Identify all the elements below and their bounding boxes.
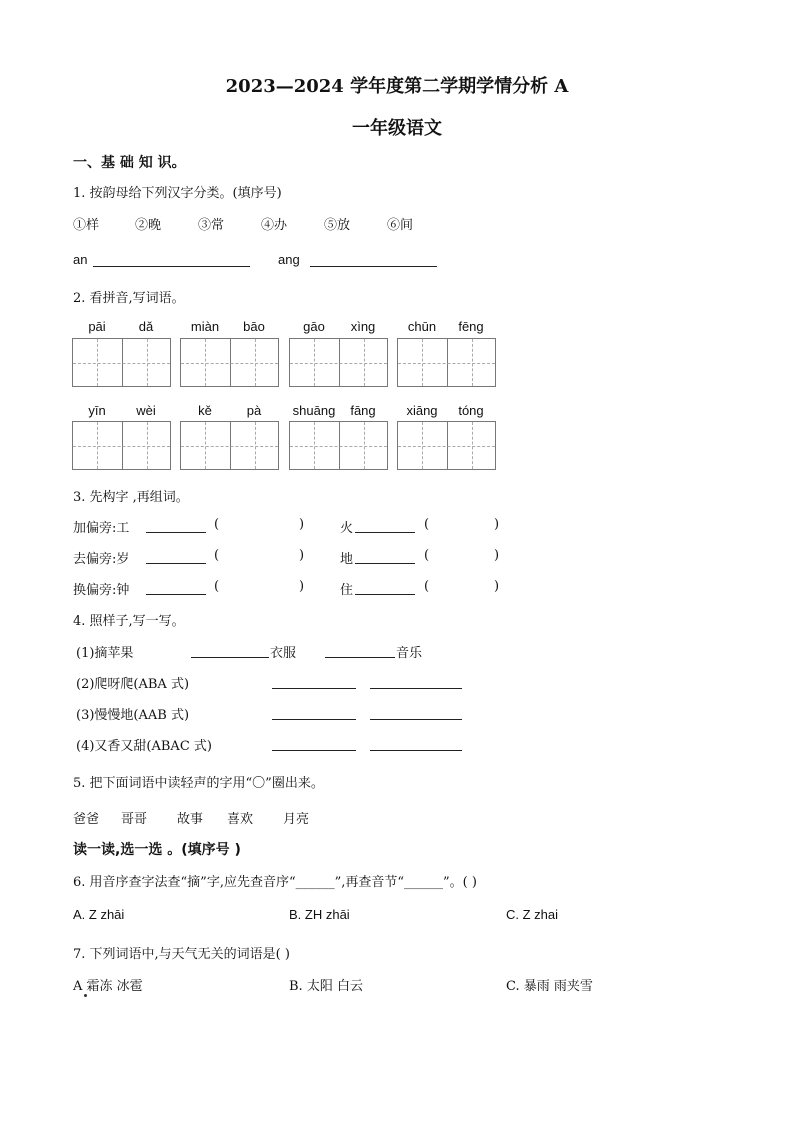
question-2-prompt: 2. 看拼音,写词语。 xyxy=(73,291,185,306)
option-c[interactable]: C. 暴雨 雨夹雪 xyxy=(506,979,593,994)
writing-grid[interactable] xyxy=(72,338,171,387)
pinyin: bāo xyxy=(243,319,265,334)
word[interactable]: 喜欢 xyxy=(227,812,254,827)
writing-grid[interactable] xyxy=(72,421,171,470)
writing-grid[interactable] xyxy=(397,338,496,387)
ang-answer-blank[interactable] xyxy=(310,265,437,267)
paren-close: ) xyxy=(494,517,500,532)
paren-close: ) xyxy=(299,517,305,532)
option-b[interactable]: B. ZH zhāi xyxy=(289,907,350,922)
pinyin: wèi xyxy=(136,403,156,418)
pinyin: dǎ xyxy=(138,319,154,334)
answer-blank[interactable] xyxy=(355,531,415,533)
answer-blank[interactable] xyxy=(146,531,206,533)
option-b[interactable]: B. 太阳 白云 xyxy=(289,979,363,994)
answer-blank[interactable] xyxy=(370,749,462,751)
word[interactable]: 故事 xyxy=(177,812,204,827)
option: ②晚 xyxy=(135,218,162,233)
q3-char: 火 xyxy=(340,521,354,536)
writing-grid[interactable] xyxy=(397,421,496,470)
q4-word: 音乐 xyxy=(396,646,423,661)
answer-blank[interactable] xyxy=(325,656,395,658)
option: ④办 xyxy=(261,218,288,233)
word[interactable]: 哥哥 xyxy=(121,812,148,827)
ang-label: ang xyxy=(278,252,300,267)
page-title: 2023—2024 学年度第二学期学情分析 A xyxy=(225,76,569,97)
question-1-prompt: 1. 按韵母给下列汉字分类。(填序号) xyxy=(73,186,282,201)
pinyin: xìng xyxy=(350,319,376,334)
pinyin: kě xyxy=(198,403,212,418)
answer-blank[interactable] xyxy=(146,593,206,595)
pinyin: fēng xyxy=(458,319,484,334)
paren-open: ( xyxy=(424,517,430,532)
question-5-prompt: 5. 把下面词语中读轻声的字用“〇”圈出来。 xyxy=(73,776,324,791)
q3-row-label: 去偏旁:岁 xyxy=(73,552,130,567)
paren-open: ( xyxy=(214,517,220,532)
answer-blank[interactable] xyxy=(355,562,415,564)
paren-close: ) xyxy=(494,579,500,594)
answer-blank[interactable] xyxy=(272,749,356,751)
pinyin: pāi xyxy=(88,319,106,334)
question-6-prompt: 6. 用音序查字法查“摘”字,应先查音序“______”,再查音节“______”。( ) xyxy=(73,875,477,890)
section-heading: 读一读,选一选 。(填序号 ) xyxy=(73,842,241,858)
option-a[interactable]: A 霜冻 冰雹 xyxy=(73,979,143,994)
question-3-prompt: 3. 先构字 ,再组词。 xyxy=(73,490,189,505)
section-heading: 一、基 础 知 识。 xyxy=(73,155,186,171)
q4-word: 衣服 xyxy=(270,646,297,661)
page-subtitle: 一年级语文 xyxy=(352,118,442,139)
paren-close: ) xyxy=(494,548,500,563)
answer-blank[interactable] xyxy=(272,687,356,689)
pinyin: gāo xyxy=(303,319,325,334)
option-c[interactable]: C. Z zhai xyxy=(506,907,559,922)
writing-grid[interactable] xyxy=(180,421,279,470)
q4-item-label: (3)慢慢地(AAB 式) xyxy=(76,708,190,723)
option: ①样 xyxy=(73,218,100,233)
paren-open: ( xyxy=(214,548,220,563)
an-answer-blank[interactable] xyxy=(93,265,250,267)
option-a[interactable]: A. Z zhāi xyxy=(73,907,125,922)
writing-grid[interactable] xyxy=(180,338,279,387)
answer-blank[interactable] xyxy=(370,687,462,689)
an-label: an xyxy=(73,252,88,267)
answer-blank[interactable] xyxy=(355,593,415,595)
paren-open: ( xyxy=(424,579,430,594)
pinyin: fāng xyxy=(350,403,376,418)
question-7-prompt: 7. 下列词语中,与天气无关的词语是( ) xyxy=(73,947,290,962)
option: ⑤放 xyxy=(324,218,351,233)
option: ③常 xyxy=(198,218,225,233)
pinyin: yīn xyxy=(88,403,106,418)
q3-row-label: 加偏旁:工 xyxy=(73,521,130,536)
paren-close: ) xyxy=(299,548,305,563)
writing-grid[interactable] xyxy=(289,338,388,387)
word[interactable]: 月亮 xyxy=(283,812,310,827)
pinyin: xiāng xyxy=(406,403,438,418)
writing-grid[interactable] xyxy=(289,421,388,470)
pinyin: shuāng xyxy=(292,403,336,418)
pinyin: pà xyxy=(246,403,262,418)
answer-blank[interactable] xyxy=(191,656,269,658)
answer-blank[interactable] xyxy=(370,718,462,720)
pinyin: miàn xyxy=(190,319,220,334)
paren-open: ( xyxy=(424,548,430,563)
q4-item-label: (4)又香又甜(ABAC 式) xyxy=(76,739,212,754)
pinyin: chūn xyxy=(407,319,437,334)
question-4-prompt: 4. 照样子,写一写。 xyxy=(73,614,185,629)
option: ⑥间 xyxy=(387,218,414,233)
paren-open: ( xyxy=(214,579,220,594)
q3-char: 地 xyxy=(340,552,354,567)
q3-row-label: 换偏旁:钟 xyxy=(73,583,130,598)
word[interactable]: 爸爸 xyxy=(73,812,100,827)
dot-mark xyxy=(84,994,87,997)
q4-item-label: (1)摘苹果 xyxy=(76,646,134,661)
answer-blank[interactable] xyxy=(272,718,356,720)
q3-char: 住 xyxy=(340,583,354,598)
paren-close: ) xyxy=(299,579,305,594)
answer-blank[interactable] xyxy=(146,562,206,564)
q4-item-label: (2)爬呀爬(ABA 式) xyxy=(76,677,190,692)
pinyin: tóng xyxy=(458,403,484,418)
